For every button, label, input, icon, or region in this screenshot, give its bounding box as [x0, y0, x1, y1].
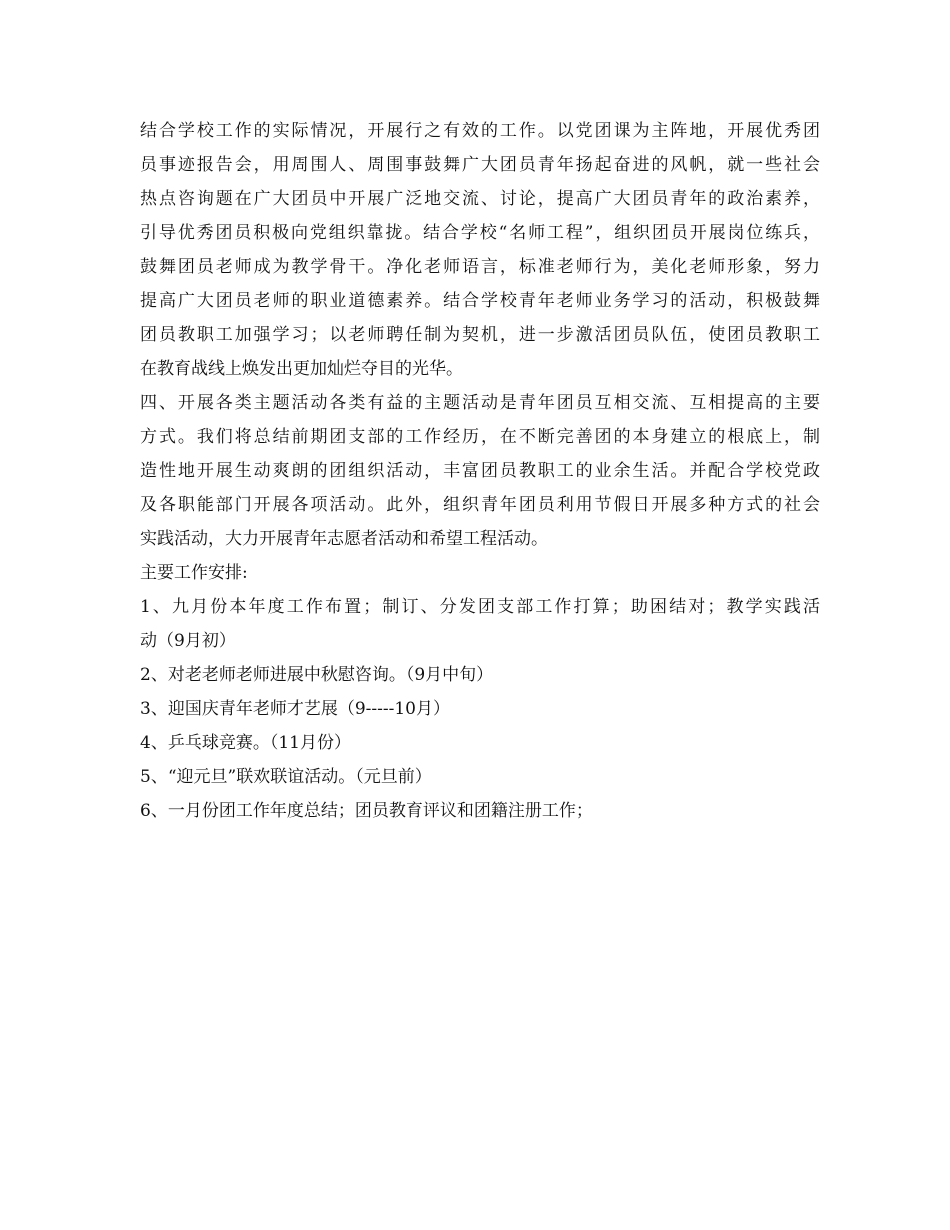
text-line: 团员教职工加强学习；以老师聘任制为契机，进一步激活团员队伍，使团员教职工	[140, 325, 820, 345]
schedule-item: 6、一月份团工作年度总结；团员教育评议和团籍注册工作；	[140, 801, 593, 821]
schedule-item: 4、乒乓球竞赛。（11月份）	[140, 733, 351, 753]
paragraph-2	[140, 386, 820, 556]
schedule-list	[140, 590, 820, 828]
text-line: 鼓舞团员老师成为教学骨干。净化老师语言，标准老师行为，美化老师形象，努力	[140, 257, 820, 277]
text-line: 引导优秀团员积极向党组织靠拢。结合学校“名师工程”，组织团员开展岗位练兵，	[140, 223, 820, 243]
text-line: 在教育战线上焕发出更加灿烂夺目的光华。	[140, 359, 463, 379]
schedule-item: 动（9月初）	[140, 631, 236, 651]
text-line: 结合学校工作的实际情况，开展行之有效的工作。以党团课为主阵地，开展优秀团	[140, 121, 820, 141]
text-line: 热点咨询题在广大团员中开展广泛地交流、讨论，提高广大团员青年的政治素养，	[140, 189, 820, 209]
paragraph-1	[140, 114, 820, 386]
text-line: 方式。我们将总结前期团支部的工作经历，在不断完善团的本身建立的根底上，制	[140, 427, 820, 447]
schedule-item: 1、九月份本年度工作布置；制订、分发团支部工作打算；助困结对；教学实践活	[140, 597, 820, 617]
schedule-heading: 主要工作安排:	[140, 563, 248, 583]
schedule-item: 3、迎国庆青年老师才艺展（9-----10月）	[140, 699, 450, 719]
text-line: 造性地开展生动爽朗的团组织活动，丰富团员教职工的业余生活。并配合学校党政	[140, 461, 820, 481]
document-body	[140, 114, 820, 828]
schedule-item: 5、“迎元旦”联欢联谊活动。（元旦前）	[140, 767, 432, 787]
text-line: 实践活动，大力开展青年志愿者活动和希望工程活动。	[140, 529, 548, 549]
text-line: 四、开展各类主题活动各类有益的主题活动是青年团员互相交流、互相提高的主要	[140, 393, 820, 413]
text-line: 及各职能部门开展各项活动。此外，组织青年团员利用节假日开展多种方式的社会	[140, 495, 820, 515]
text-line: 提高广大团员老师的职业道德素养。结合学校青年老师业务学习的活动，积极鼓舞	[140, 291, 820, 311]
schedule-item: 2、对老老师老师进展中秋慰咨询。（9月中旬）	[140, 665, 494, 685]
text-line: 员事迹报告会，用周围人、周围事鼓舞广大团员青年扬起奋进的风帆，就一些社会	[140, 155, 820, 175]
